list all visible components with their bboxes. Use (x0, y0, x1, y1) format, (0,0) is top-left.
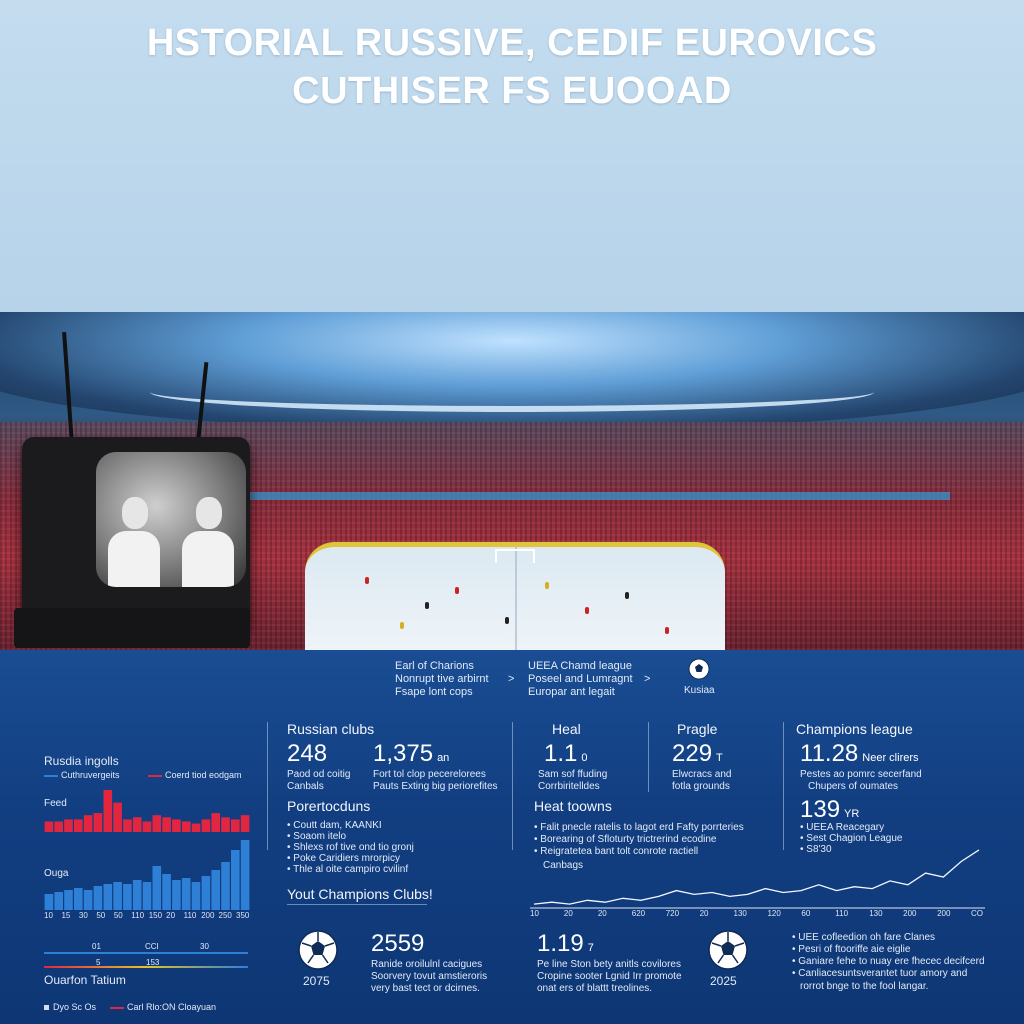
stadium-illustration (0, 312, 1024, 650)
champions-clubs-stat: 2559 (371, 930, 425, 957)
x-tick-label: 60 (801, 909, 811, 918)
stat-unit: YR (844, 808, 860, 820)
column-divider (512, 722, 513, 850)
x-tick-label: 250 (218, 911, 232, 920)
stat-value: 229 (672, 740, 713, 767)
stat-value: 11.28 (800, 740, 859, 767)
left-chart-legend-blue (44, 769, 120, 782)
chart-bar (64, 819, 73, 832)
x-tick-label: 200 (903, 909, 917, 918)
page-title: HSTORIAL RUSSIVE, CEDIF EUROVICS (146, 22, 878, 64)
chart-bar (45, 894, 54, 910)
champions-league-heading: Champions league (796, 721, 913, 737)
player-marker (665, 627, 669, 634)
pragle-line: fotla grounds (672, 781, 730, 792)
line-chart-label: 01 (92, 942, 101, 951)
bullet-item: • Soaom itelo (287, 831, 347, 842)
x-tick-label: 120 (767, 909, 781, 918)
chart-bar (153, 815, 162, 832)
bullet-item: • Falit pnecle ratelis to lagot erd Fafty porrteries (534, 822, 744, 833)
chart-bar (104, 884, 113, 910)
x-tick-label: 20 (597, 909, 607, 918)
left-chart-x-axis (44, 911, 250, 923)
bullet-item: • UEEA Reacegary (800, 822, 885, 833)
bottom-center-line: Cropine sooter Lgnid Irr promote (537, 971, 682, 982)
chart-bar (64, 890, 73, 910)
x-tick-label: 30 (78, 911, 88, 920)
chart-bar (84, 815, 93, 832)
goal-frame (495, 549, 535, 563)
chart-bar (45, 822, 54, 833)
champions-league-stat2 (800, 796, 859, 824)
chart-bar (202, 876, 211, 910)
bullet-item: • Thle al oite campiro cvilinf (287, 864, 409, 875)
russian-sub-heading: Porertocduns (287, 798, 371, 814)
retro-tv (22, 437, 250, 632)
champions-ball-year: 2075 (303, 974, 330, 988)
bullet-item: • Shlexs rof tive ond tio gronj (287, 842, 414, 853)
x-tick-label: 720 (665, 909, 680, 918)
x-tick-label: CO (971, 909, 983, 918)
x-tick-label: 15 (61, 911, 71, 920)
header-band (0, 0, 1024, 312)
tv-screen (96, 452, 246, 587)
chart-bar (54, 892, 63, 910)
chart-bar (241, 815, 250, 832)
pragle-stat (672, 740, 723, 768)
flow-arrow: > (644, 673, 651, 685)
chart-bar (133, 880, 142, 910)
champions-league-stat1 (800, 740, 919, 768)
legend-swatch-red (148, 775, 162, 777)
player-marker (425, 602, 429, 609)
heal-line: Corrbiritelldes (538, 781, 600, 792)
left-footer-legend (44, 1001, 96, 1014)
stat-value: 1.1 (544, 740, 578, 767)
stat-unit: T (716, 752, 723, 764)
flow-step1-title: Earl of Charions (395, 660, 474, 672)
chart-bar (192, 824, 201, 832)
flow-step2-title: UEEA Chamd league (528, 660, 632, 672)
bottom-center-stat (537, 930, 594, 958)
chart-bar (113, 803, 122, 832)
bullet-item: • UEE cofleedion oh fare Clanes (792, 932, 936, 943)
chart-bar (84, 890, 93, 910)
legend-label: Carl Rlo:ON Cloayuan (127, 1002, 217, 1012)
legend-swatch-blue (44, 775, 58, 777)
chart-bar (54, 822, 63, 833)
chart-bar (94, 813, 103, 832)
player-marker (545, 582, 549, 589)
heading-underline (287, 904, 427, 905)
chart-bar (231, 819, 240, 832)
stat-unit: 7 (587, 942, 594, 954)
heal-stat (544, 740, 588, 768)
column-divider (267, 722, 268, 850)
chart-bar (143, 882, 152, 910)
flow-step1-line: Nonrupt tive arbirnt (395, 673, 489, 685)
football-icon (708, 930, 748, 970)
pragle-line: Elwcracs and (672, 769, 732, 780)
column-divider (783, 722, 784, 850)
player-marker (625, 592, 629, 599)
x-tick-label: 200 (201, 911, 215, 920)
column-divider (648, 722, 649, 792)
bottom-right-tail: rorrot bnge to the fool langar. (800, 981, 929, 992)
player-marker (400, 622, 404, 629)
x-tick-label: 10 (530, 909, 539, 918)
chart-bar (94, 886, 103, 910)
heat-towns-heading: Heat toowns (534, 798, 612, 814)
bullet-item: • Reigratetea bant tolt conrote ractiell (534, 846, 699, 857)
chart-bar (74, 888, 83, 910)
champions-clubs-line: Ranide oroilulnl cacigues (371, 959, 483, 970)
chart-bar (231, 850, 240, 910)
bottom-center-line: onat ers of blattt treolines. (537, 983, 653, 994)
chart-bar (221, 817, 230, 832)
champions-league-line: Chupers of oumates (808, 781, 899, 792)
x-tick-label: 10 (44, 911, 53, 920)
russian-clubs-heading: Russian clubs (287, 721, 375, 737)
player-marker (365, 577, 369, 584)
champions-league-line: Pestes ao pomrc secerfand (800, 769, 922, 780)
line-chart-label: 30 (200, 942, 209, 951)
football-pitch (305, 542, 725, 650)
heat-towns-series-line (534, 850, 979, 904)
chart-bar (153, 866, 162, 910)
bottom-center-ball-year: 2025 (710, 974, 737, 988)
bullet-item: • Coutt dam, KAANKI (287, 820, 382, 831)
champions-clubs-line: very bast tect or dcirnes. (371, 983, 480, 994)
player-marker (455, 587, 459, 594)
flow-step2-line: Europar ant legait (528, 686, 615, 698)
x-tick-label: 130 (869, 909, 883, 918)
x-tick-label: 350 (236, 911, 250, 920)
line-chart-label: CCI (145, 942, 159, 951)
bottom-center-line: Pe line Ston bety anitls covilores (537, 959, 681, 970)
x-tick-label: 110 (835, 909, 849, 918)
stat-unit: an (437, 752, 450, 764)
bullet-item: • Canliacesuntsverantet tuor amory and (792, 968, 968, 979)
x-tick-label: 20 (563, 909, 573, 918)
x-tick-label: 20 (166, 911, 176, 920)
left-chart-label-mid: Ouga (44, 868, 69, 879)
x-tick-label: 20 (699, 909, 709, 918)
red-bar-chart (44, 790, 250, 832)
chart-bar (182, 878, 191, 910)
heat-towns-x-axis (530, 909, 985, 921)
left-chart-label-top: Feed (44, 798, 67, 809)
x-tick-label: 620 (631, 909, 646, 918)
x-tick-label: 130 (733, 909, 747, 918)
player-portrait (182, 497, 234, 587)
chart-bar (202, 819, 211, 832)
stat-value: 139 (800, 796, 841, 823)
bullet-item: • Sest Chagion League (800, 833, 903, 844)
x-tick-label: 50 (113, 911, 123, 920)
pragle-heading: Pragle (677, 721, 718, 737)
stat-unit: Neer clirers (862, 752, 919, 764)
stat-unit: 0 (581, 752, 588, 764)
legend-label: Dyo Sc Os (53, 1002, 97, 1012)
infographic-dashboard (0, 650, 1024, 1024)
flow-arrow: > (508, 673, 515, 685)
heal-line: Sam sof ffuding (538, 769, 608, 780)
bullet-item: • Pesri of ftooriffe aie eiglie (792, 944, 911, 955)
bullet-item: • Borearing of Sfloturty trictrerind ecodine (534, 834, 717, 845)
russian-stat2-line: Fort tol clop pecerelorees (373, 769, 486, 780)
chart-bar (104, 790, 113, 832)
stadium-lights (150, 372, 874, 412)
legend-square (44, 1005, 49, 1010)
x-tick-label: 200 (937, 909, 951, 918)
chart-bar (182, 822, 191, 833)
heal-heading: Heal (552, 721, 581, 737)
russian-stat2 (373, 740, 449, 768)
chart-bar (113, 882, 122, 910)
chart-bar (74, 819, 83, 832)
chart-bar (123, 884, 132, 910)
champions-clubs-heading: Yout Champions Clubs! (287, 886, 433, 902)
blue-bar-chart (44, 840, 250, 910)
chart-bar (211, 813, 220, 832)
heat-towns-tail: Canbags (543, 860, 584, 871)
stat-value: 1.19 (537, 930, 584, 957)
x-tick-label: 110 (183, 911, 197, 920)
chart-bar (211, 870, 220, 910)
chart-bar (123, 819, 132, 832)
chart-bar (172, 819, 181, 832)
chart-bar (162, 817, 171, 832)
x-tick-label: 150 (148, 911, 163, 920)
flow-step3-label: Kusiaa (684, 685, 715, 696)
advertising-ring (250, 492, 950, 500)
legend-swatch-red (110, 1007, 124, 1009)
line-chart-sub: 5 (96, 958, 101, 967)
chart-bar (241, 840, 250, 910)
football-icon (298, 930, 338, 970)
chart-bar (162, 874, 171, 910)
tv-stand (14, 608, 250, 648)
legend-label: Cuthruvergeits (61, 770, 120, 780)
line-chart-sub: 153 (146, 958, 160, 967)
chart-bar (133, 817, 142, 832)
left-footer-legend (110, 1001, 216, 1014)
chart-bar (172, 880, 181, 910)
bullet-item: • Poke Caridiers mrorpicy (287, 853, 400, 864)
player-marker (585, 607, 589, 614)
football-icon (688, 658, 710, 680)
page-subtitle: CUTHISER FS EUOOAD (292, 70, 732, 112)
flow-step1-line: Fsape lont cops (395, 686, 473, 698)
flow-step2-line: Poseel and Lumragnt (528, 673, 633, 685)
player-marker (505, 617, 509, 624)
x-tick-label: 110 (131, 911, 145, 920)
russian-stat2-line: Pauts Exting big periorefites (373, 781, 498, 792)
x-tick-label: 50 (96, 911, 106, 920)
champions-clubs-line: Soorvery tovut amstieroris (371, 971, 488, 982)
player-portrait (108, 497, 160, 587)
chart-bar (192, 882, 201, 910)
left-chart-legend-red (148, 769, 242, 782)
chart-bar (221, 862, 230, 910)
russian-stat1: 248 (287, 740, 328, 767)
stat-value: 1,375 (373, 740, 434, 767)
chart-bar (143, 822, 152, 833)
legend-label: Coerd tiod eodgam (165, 770, 242, 780)
bullet-item: • S8'30 (800, 844, 832, 855)
russian-stat1-line: Paod od coitig (287, 769, 351, 780)
heat-towns-line-chart (530, 840, 985, 912)
left-chart-title: Rusdia ingolls (44, 754, 119, 768)
russian-stat1-line: Canbals (287, 781, 324, 792)
left-footer-title: Ouarfon Tatium (44, 973, 126, 987)
bullet-item: • Ganiare fehe to nuay ere fhecec decifcerd (792, 956, 985, 967)
